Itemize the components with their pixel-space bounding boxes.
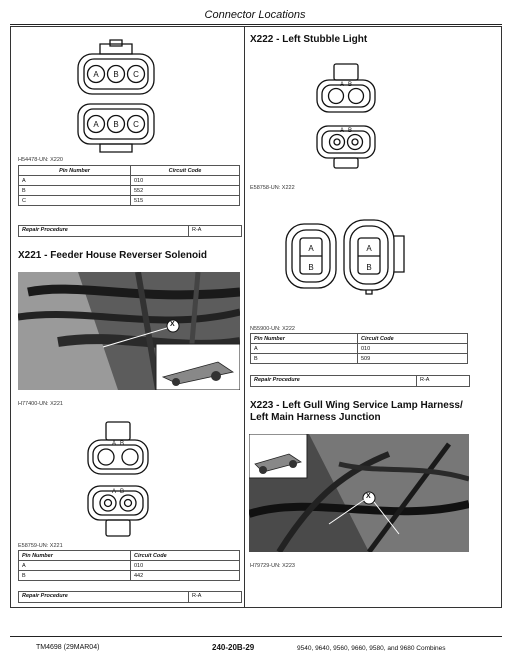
pin-label: A [93, 70, 99, 79]
section-title-line: X223 - Left Gull Wing Service Lamp Harness/ [250, 400, 463, 411]
pin-label: C [133, 70, 139, 79]
repair-procedure-row: Repair Procedure R-A [18, 591, 242, 603]
pin-label: A [308, 244, 314, 253]
pin-label: A [366, 244, 372, 253]
figure-caption: E58759-UN: X221 [18, 543, 63, 549]
pin-label: B [366, 263, 372, 272]
figure-caption: E58758-UN: X222 [250, 185, 295, 191]
pin-label: A [111, 489, 117, 495]
pin-label: B [119, 489, 125, 495]
figure-caption: H77400-UN: X221 [18, 401, 63, 407]
footer-models: 9540, 9640, 9560, 9660, 9580, and 9680 Combines [297, 645, 446, 652]
section-title-x223 [250, 400, 463, 424]
pin-label: A [339, 128, 345, 134]
pin-label: B [119, 441, 125, 447]
x221-photo [18, 272, 240, 390]
x221-connector-drawing [84, 420, 152, 540]
pin-table-x220 [18, 165, 240, 206]
table-row: A 010 [19, 561, 240, 571]
repair-procedure-row: Repair Procedure R-A [18, 225, 242, 237]
pin-label: C [133, 120, 139, 129]
pin-label: A [93, 120, 99, 129]
pin-label: B [308, 263, 314, 272]
footer-page-number: 240-20B-29 [212, 643, 255, 652]
column-divider [244, 26, 245, 608]
table-row: A 010 [19, 176, 240, 186]
column-header: Pin Number [19, 166, 131, 176]
footer-rule [10, 636, 502, 637]
table-row: A 010 [251, 344, 468, 354]
repair-procedure-row: Repair Procedure R-A [250, 375, 470, 387]
x223-photo [249, 434, 469, 552]
column-header: Circuit Code [358, 334, 468, 344]
pin-label: B [113, 70, 119, 79]
figure-caption: N55900-UN: X222 [250, 326, 295, 332]
figure-caption: H54478-UN: X220 [18, 157, 63, 163]
callout-label: X [366, 493, 371, 500]
x220-connector-drawing [74, 38, 158, 154]
pin-label: B [113, 120, 119, 129]
page-title: Connector Locations [204, 9, 306, 21]
pin-label: A [339, 82, 345, 88]
column-header: Pin Number [251, 334, 358, 344]
table-row: B 552 [19, 186, 240, 196]
section-title-x222: X222 - Left Stubble Light [250, 34, 368, 45]
section-title-line: Left Main Harness Junction [250, 412, 381, 423]
figure-caption: H79729-UN: X223 [250, 563, 295, 569]
callout-label: X [170, 321, 175, 328]
column-header: Circuit Code [131, 551, 240, 561]
pin-table-x221 [18, 550, 240, 581]
column-header: Pin Number [19, 551, 131, 561]
section-title-x221: X221 - Feeder House Reverser Solenoid [18, 250, 207, 261]
pin-label: A [111, 441, 117, 447]
x222-connector-drawing [313, 62, 379, 170]
pin-table-x222 [250, 333, 468, 364]
table-row: B 509 [251, 354, 468, 364]
footer-doc-id: TM4698 (29MAR04) [36, 644, 100, 651]
pin-label: B [347, 128, 353, 134]
table-row: B 442 [19, 571, 240, 581]
header-rule [10, 24, 502, 25]
table-row: C 515 [19, 196, 240, 206]
column-header: Circuit Code [131, 166, 240, 176]
x222-side-connector-drawing [282, 214, 412, 296]
pin-label: B [347, 82, 353, 88]
